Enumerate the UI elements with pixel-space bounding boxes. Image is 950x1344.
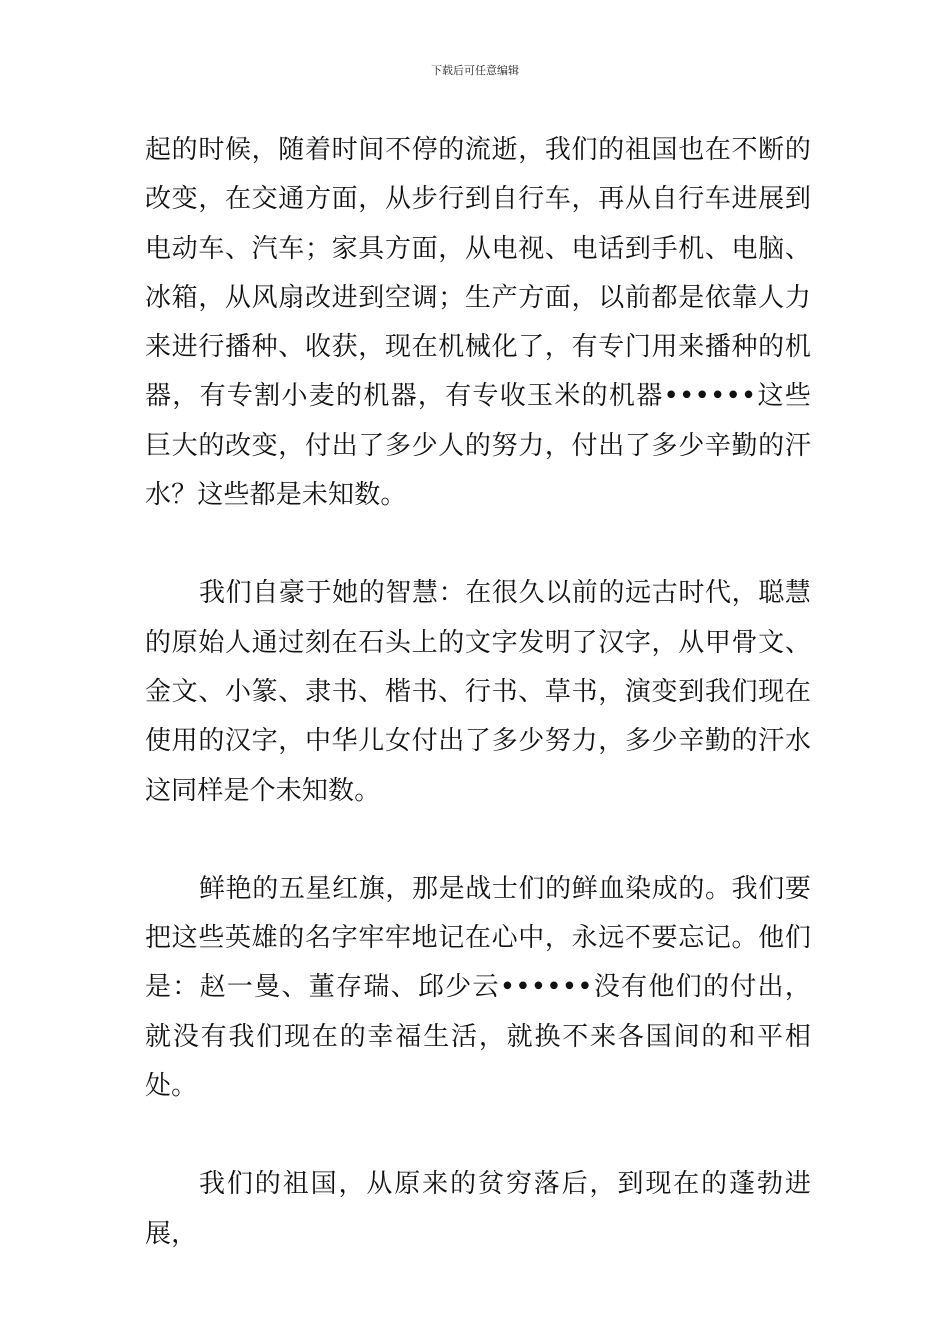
paragraph-wisdom: 我们自豪于她的智慧：在很久以前的远古时代，聪慧的原始人通过刻在石头上的文字发明了汉字，从甲骨文、金文、小篆、隶书、楷书、行书、草书，演变到我们现在使用的汉字，中华儿女付出了多少努力，多少辛勤的汗水这同样是个未知数。 [145, 578, 811, 806]
paragraph-flag: 鲜艳的五星红旗，那是战士们的鲜血染成的。我们要把这些英雄的名字牢牢地记在心中，永远不要忘记。他们是：赵一曼、董存瑞、邱少云••••••没有他们的付出，就没有我们现在的幸福生活，就换不来各国间的和平相处。 [145, 873, 811, 1102]
document-body [145, 126, 811, 1259]
paragraph-motherland: 我们的祖国，从原来的贫穷落后，到现在的蓬勃进展， [145, 1169, 811, 1249]
paragraph-continued: 起的时候，随着时间不停的流逝，我们的祖国也在不断的改变，在交通方面，从步行到自行车，再从自行车进展到电动车、汽车；家具方面，从电视、电话到手机、电脑、冰箱，从风扇改进到空调；生产方面，以前都是依靠人力来进行播种、收获，现在机械化了，有专门用来播种的机器，有专割小麦的机器，有专收玉米的机器••••••这些巨大的改变，付出了多少人的努力，付出了多少辛勤的汗水？这些都是未知数。 [145, 135, 811, 511]
page-header: 下载后可任意编辑 [431, 64, 519, 77]
